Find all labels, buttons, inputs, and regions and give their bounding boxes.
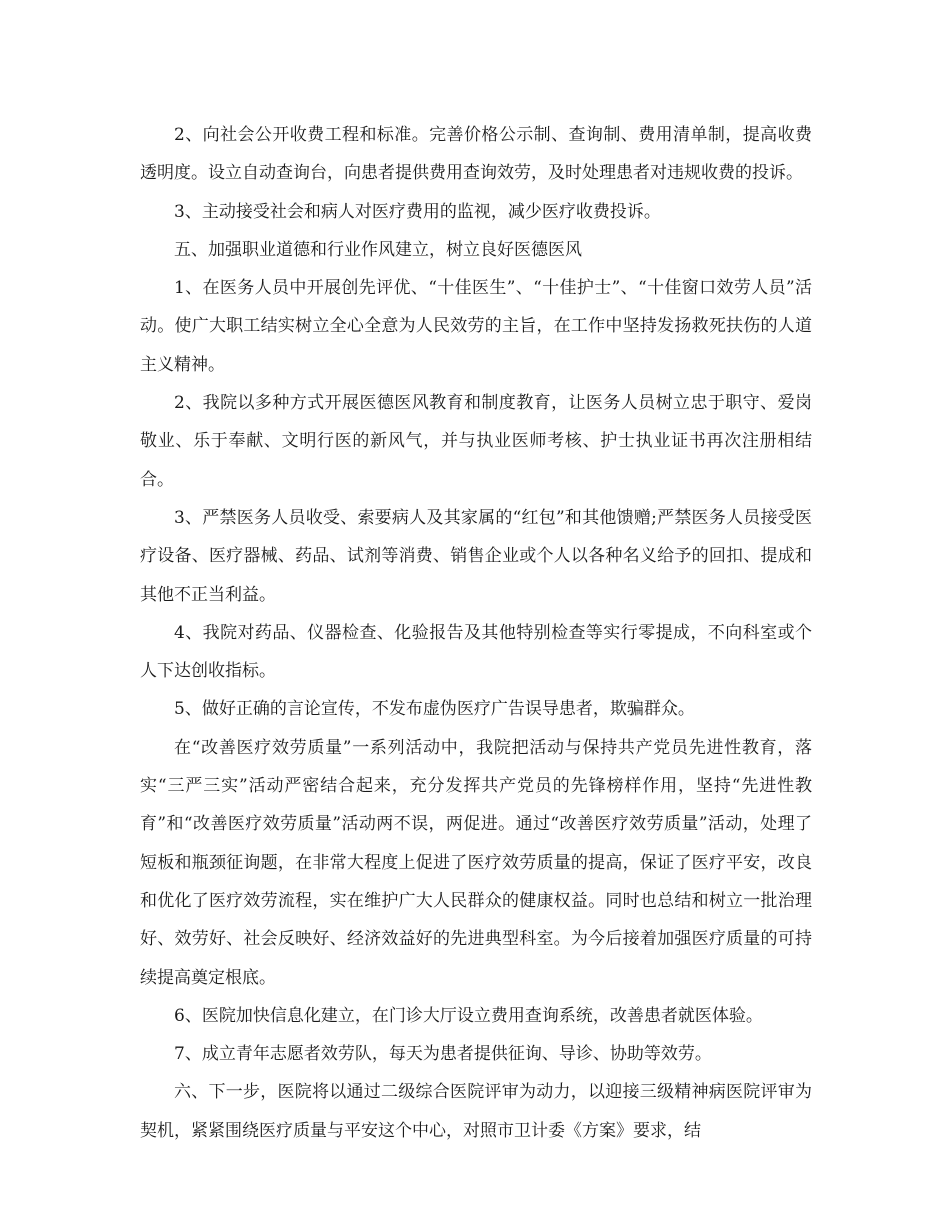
paragraph-accept-supervision: 3、主动接受社会和病人对医疗费用的监视，减少医疗收费投诉。 xyxy=(174,201,661,222)
paragraph-prohibit-gifts: 3、严禁医务人员收受、索要病人及其家属的“红包”和其他馈赠;严禁医务人员接受医疗设备、医疗器械、药品、试剂等消费、销售企业或个人以各种名义给予的回扣、提成和其他不正当利益。 xyxy=(140,507,812,605)
section-heading-ethics: 五、加强职业道德和行业作风建立，树立良好医德医风 xyxy=(174,239,582,260)
paragraph-informatization: 6、医院加快信息化建立，在门诊大厅设立费用查询系统，改善患者就医体验。 xyxy=(174,1005,763,1026)
paragraph-publicity: 5、做好正确的言论宣传，不发布虚伪医疗广告误导患者，欺骗群众。 xyxy=(174,699,695,720)
section-heading-next-steps: 六、下一步，医院将以通过二级综合医院评审为动力，以迎接三级精神病医院评审为契机，紧紧围绕医疗质量与平安这个中心，对照市卫计委《方案》要求，结 xyxy=(140,1082,812,1141)
paragraph-ethics-education: 2、我院以多种方式开展医德医风教育和制度教育，让医务人员树立忠于职守、爱岗敬业、乐于奉献、文明行医的新风气，并与执业医师考核、护士执业证书再次注册相结合。 xyxy=(140,393,812,490)
paragraph-volunteer-team: 7、成立青年志愿者效劳队，每天为患者提供征询、导诊、协助等效劳。 xyxy=(174,1044,712,1065)
paragraph-zero-commission: 4、我院对药品、仪器检查、化验报告及其他特别检查等实行零提成，不向科室或个人下达创收指标。 xyxy=(140,622,812,682)
paragraph-excellence-campaign: 1、在医务人员中开展创先评优、“十佳医生”、“十佳护士”、“十佳窗口效劳人员”活动。使广大职工结实树立全心全意为人民效劳的主旨，在工作中坚持发扬救死扶伤的人道主义精神。 xyxy=(140,278,812,375)
document-body xyxy=(140,116,812,1150)
paragraph-service-quality-campaign: 在“改善医疗效劳质量”一系列活动中，我院把活动与保持共产党员先进性教育，落实“三严三实”活动严密结合起来，充分发挥共产党员的先锋榜样作用，坚持“先进性教育”和“改善医疗效劳质量”活动两不误，两促进。通过“改善医疗效劳质量”活动，处理了短板和瓶颈征询题，在非常大程度上促进了医疗效劳质量的提高，保证了医疗平安，改良和优化了医疗效劳流程，实在维护广大人民群众的健康权益。同时也总结和树立一批治理好、效劳好、社会反映好、经济效益好的先进典型科室。为今后接着加强医疗质量的可持续提高奠定根底。 xyxy=(140,737,812,988)
paragraph-fee-disclosure: 2、向社会公开收费工程和标准。完善价格公示制、查询制、费用清单制，提高收费透明度。设立自动查询台，向患者提供费用查询效劳，及时处理患者对违规收费的投诉。 xyxy=(140,125,812,184)
